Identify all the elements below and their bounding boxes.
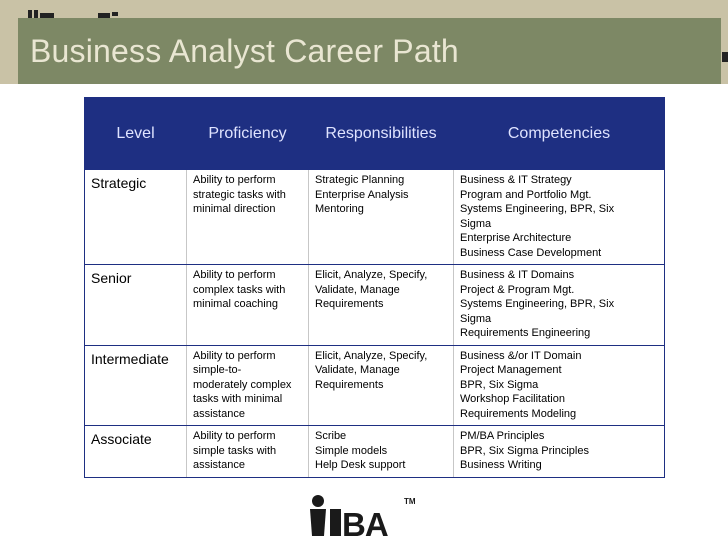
header-level: Level [85,98,187,170]
table-row [85,170,665,265]
cell-line: Project & Program Mgt. [460,283,575,296]
slide-title: Business Analyst Career Path [30,32,459,69]
cell-line: assistance [193,459,245,471]
level-cell: Associate [85,426,187,478]
cell-line: Business & IT Strategy [460,174,572,186]
cell-line: Systems Engineering, BPR, Six [460,203,615,215]
table-header-row [85,98,665,170]
cell-line: Simple models [315,444,388,457]
cell-line: Ability to perform [193,174,276,186]
cell-line: Strategic Planning [315,174,405,186]
cell-line: Enterprise Architecture [460,232,572,244]
cell-line: Business Case Development [460,246,602,259]
cell-line: Validate, Manage [315,364,400,376]
cell-line: Sigma [460,312,492,325]
cell-line: Help Desk support [315,459,406,471]
cell-line: moderately complex [193,378,292,391]
competencies-cell [454,170,665,265]
responsibilities-cell [309,345,454,426]
competencies-cell [454,345,665,426]
cell-line: Business &/or IT Domain [460,349,582,362]
table-row [85,426,665,478]
level-cell: Senior [85,265,187,346]
responsibilities-cell [309,265,454,346]
cell-line: Project Management [460,364,562,376]
responsibilities-cell [309,426,454,478]
proficiency-cell [187,265,309,346]
logo-trademark: TM [404,497,416,506]
cell-line: Requirements [315,378,384,391]
cell-line: Elicit, Analyze, Specify, [315,349,428,362]
cell-line: strategic tasks with [193,188,286,201]
cell-line: simple-to- [193,364,242,376]
cell-line: Validate, Manage [315,283,400,296]
cell-line: Scribe [315,430,347,442]
cell-line: Ability to perform [193,269,276,281]
cell-line: tasks with minimal [193,393,283,405]
cell-line: Requirements Engineering [460,327,591,339]
cell-line: Program and Portfolio Mgt. [460,188,592,201]
cell-line: PM/BA Principles [460,430,545,442]
cell-line: Requirements [315,298,384,310]
career-path-table [84,97,665,478]
logo-wordmark: BA [342,506,388,538]
header-competencies: Competencies [454,98,665,170]
cell-line: assistance [193,407,245,420]
responsibilities-cell [309,170,454,265]
cell-line: Workshop Facilitation [460,393,565,405]
cell-line: minimal direction [193,203,276,215]
level-cell: Strategic [85,170,187,265]
cell-line: Requirements Modeling [460,407,577,420]
level-cell: Intermediate [85,345,187,426]
competencies-cell [454,426,665,478]
cell-line: Ability to perform [193,349,276,362]
cell-line: Elicit, Analyze, Specify, [315,269,428,281]
proficiency-cell [187,426,309,478]
cell-line: Mentoring [315,203,364,215]
proficiency-cell [187,170,309,265]
cell-line: BPR, Six Sigma Principles [460,444,589,457]
cell-line: Business & IT Domains [460,269,575,281]
cell-line: minimal coaching [193,298,278,310]
proficiency-cell [187,345,309,426]
cell-line: simple tasks with [193,444,277,457]
header-responsibilities: Responsibilities [309,98,454,170]
edge-marker [722,52,728,62]
iiba-logo [306,492,426,538]
cell-line: Sigma [460,217,492,230]
cell-line: Enterprise Analysis [315,188,409,201]
cell-line: Systems Engineering, BPR, Six [460,298,615,310]
cell-line: BPR, Six Sigma [460,378,539,391]
title-bar [18,18,721,84]
cell-line: Ability to perform [193,430,276,442]
competencies-cell [454,265,665,346]
table-row [85,265,665,346]
cell-line: Business Writing [460,459,542,471]
header-proficiency: Proficiency [187,98,309,170]
table-row [85,345,665,426]
cell-line: complex tasks with [193,283,286,296]
